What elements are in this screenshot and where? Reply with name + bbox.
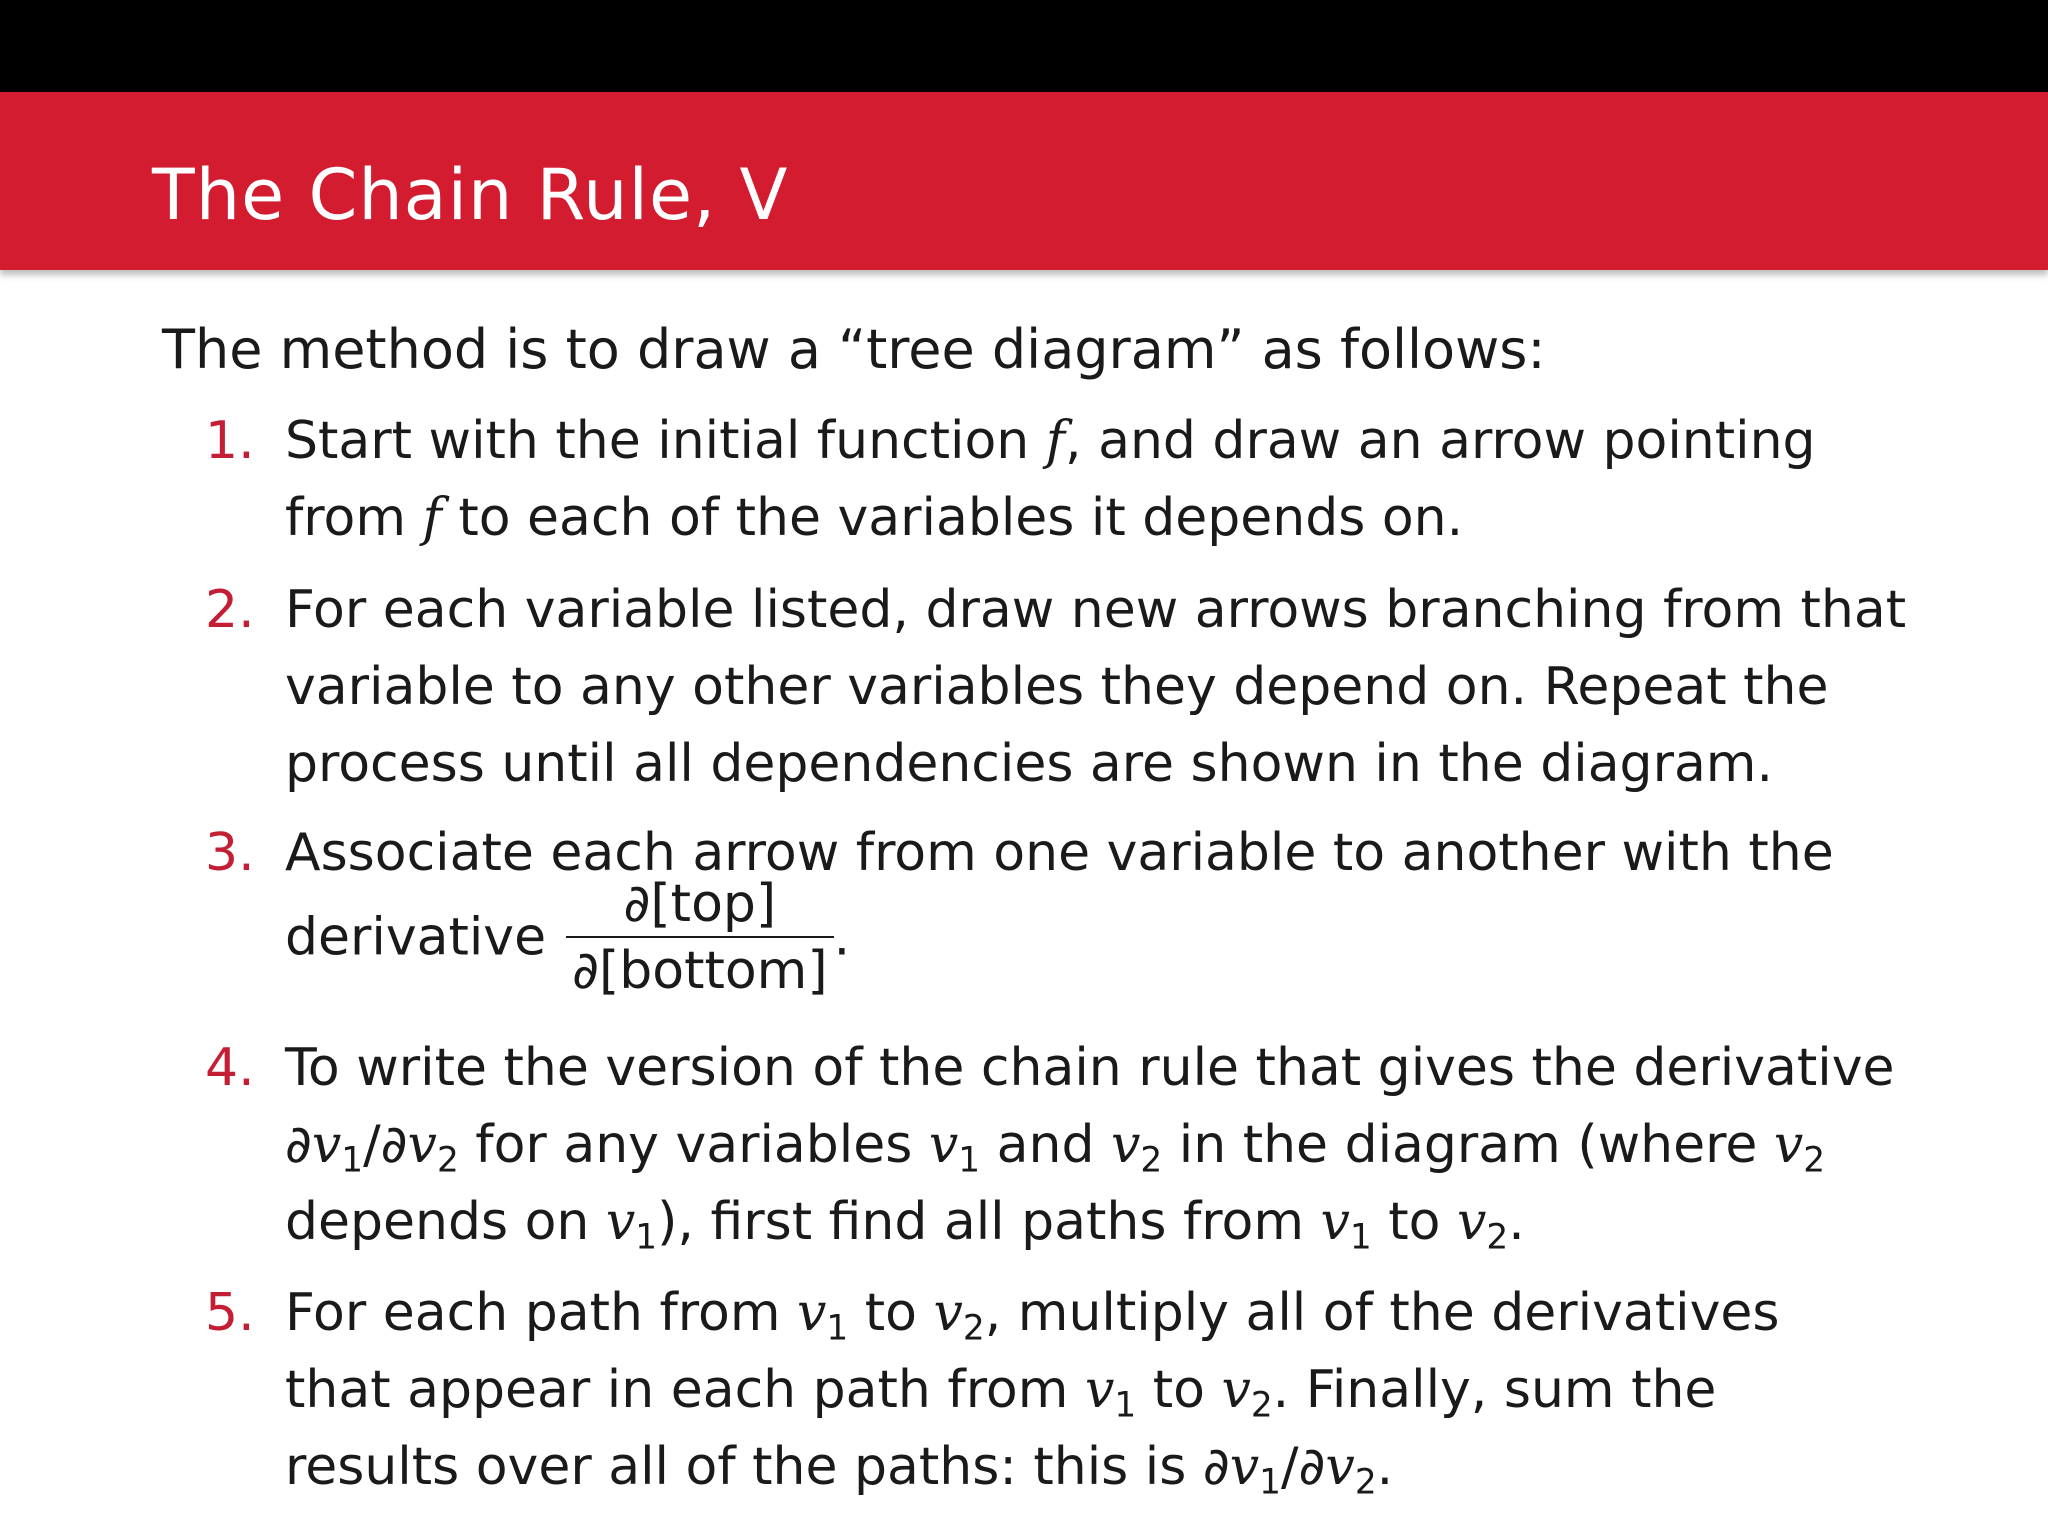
- item-2-line-3: process until all dependencies are shown in the diagram.: [285, 734, 1773, 794]
- fraction-numerator: ∂[top]: [566, 877, 834, 938]
- slide-title: The Chain Rule, V: [152, 154, 789, 236]
- item-5-line-1: For each path from $v_1$ to $v_2$, multiply all of the derivatives: [285, 1283, 1780, 1349]
- item-number: 1.: [205, 411, 255, 471]
- item-number: 5.: [205, 1283, 255, 1343]
- fraction-denominator: ∂[bottom]: [572, 940, 828, 1001]
- item-5-line-3: results over all of the paths: this is $\partial v_1/\partial v_2$.: [285, 1437, 1394, 1503]
- top-black-band: [0, 0, 2048, 92]
- item-number: 2.: [205, 580, 255, 640]
- item-4-line-1: To write the version of the chain rule that gives the derivative: [285, 1038, 1895, 1098]
- item-1-line-1: Start with the initial function f, and draw an arrow pointing: [285, 411, 1816, 471]
- item-1-line-2: from f to each of the variables it depends on.: [285, 488, 1464, 548]
- item-5-line-2: that appear in each path from $v_1$ to $v_2$. Finally, sum the: [285, 1360, 1717, 1426]
- item-3-line-2: derivative $\frac{\text{∂[top]}}{\text{∂[bottom]}}$ .: [285, 874, 851, 1001]
- intro-text: The method is to draw a “tree diagram” as follows:: [162, 318, 1546, 381]
- item-2-line-1: For each variable listed, draw new arrows branching from that: [285, 580, 1907, 640]
- item-3-line-1: Associate each arrow from one variable to another with the: [285, 823, 1834, 883]
- derivative-fraction: [566, 874, 834, 1001]
- item-number: 3.: [205, 823, 255, 883]
- item-4-line-2: $\partial v_1/\partial v_2$ for any variables $v_1$ and $v_2$ in the diagram (where $v_2$: [285, 1115, 1826, 1181]
- item-number: 4.: [205, 1038, 255, 1098]
- item-4-line-3: depends on $v_1$), first find all paths from $v_1$ to $v_2$.: [285, 1192, 1525, 1258]
- item-2-line-2: variable to any other variables they depend on. Repeat the: [285, 657, 1829, 717]
